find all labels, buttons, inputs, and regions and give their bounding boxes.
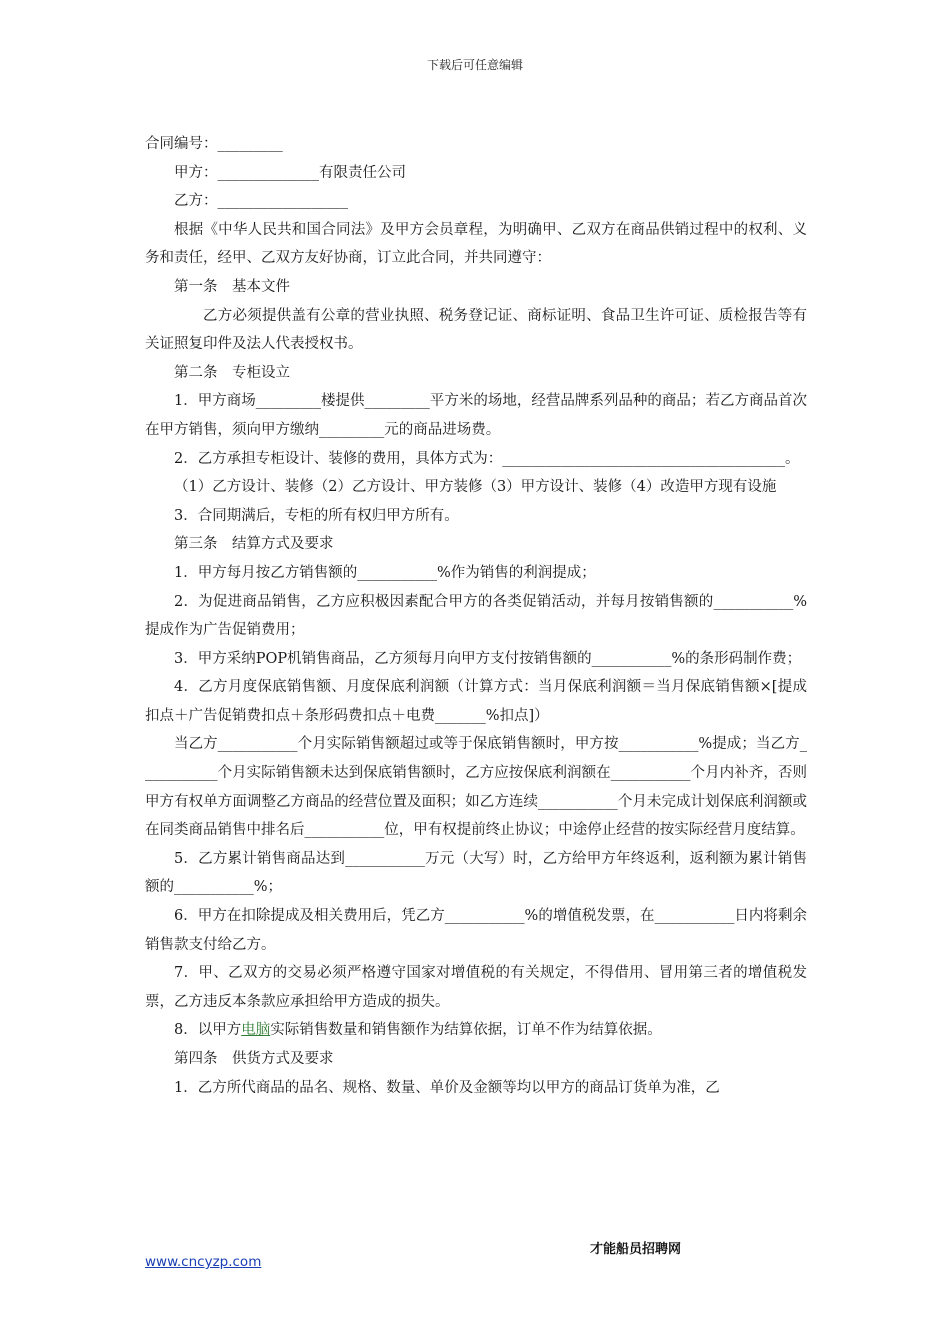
article-3-item-3: 3．甲方采纳POP机销售商品，乙方须每月向甲方支付按销售额的___________%的条形码制作费； [174, 650, 802, 667]
footer-url-link[interactable]: www.cncyzp.com [145, 1254, 262, 1270]
footer-brand: 才能船员招聘网 [590, 1242, 682, 1257]
article-1-body: 乙方必须提供盖有公章的营业执照、税务登记证、商标证明、食品卫生许可证、质检报告等有关证照复印件及法人代表授权书。 [145, 307, 807, 353]
article-2-item-1: 1．甲方商场_________楼提供_________平方米的场地，经营品牌系列品种的商品；若乙方商品首次在甲方销售，须向甲方缴纳_________元的商品进场费。 [145, 393, 807, 438]
computer-link[interactable]: 电脑 [241, 1022, 271, 1039]
contract-body [145, 130, 807, 1102]
article-3-item-8-post: 实际销售数量和销售额作为结算依据，订单不作为结算依据。 [270, 1022, 662, 1039]
article-3-item-4-detail: 当乙方___________个月实际销售额超过或等于保底销售额时，甲方按___________%提成；当乙方___________个月实际销售额未达到保底销售额时，乙方应按保底利润额在___________个月内补齐，否则甲方有权单方面调整乙方商品的经营位置及面积；如乙方连续___________个月未完成计划保底利润额或在同类商品销售中排名后___________位，甲有权提前终止协议；中途停止经营的按实际经营月度结算。 [145, 736, 807, 839]
intro-paragraph: 根据《中华人民共和国合同法》及甲方会员章程，为明确甲、乙双方在商品供销过程中的权利、义务和责任，经甲、乙双方友好协商，订立此合同，并共同遵守： [145, 221, 807, 267]
article-4-title: 第四条 供货方式及要求 [174, 1051, 334, 1067]
article-3-item-1: 1．甲方每月按乙方销售额的___________%作为销售的利润提成； [174, 564, 596, 581]
article-2-options: （1）乙方设计、装修（2）乙方设计、甲方装修（3）甲方设计、装修（4）改造甲方现有设施 [174, 479, 777, 496]
contract-number: 合同编号：_________ [145, 136, 283, 152]
article-2-title: 第二条 专柜设立 [174, 364, 290, 381]
article-3-item-5: 5．乙方累计销售商品达到___________万元（大写）时，乙方给甲方年终返利，返利额为累计销售额的___________%； [145, 850, 807, 896]
article-3-item-7: 7．甲、乙双方的交易必须严格遵守国家对增值税的有关规定，不得借用、冒用第三者的增值税发票，乙方违反本条款应承担给甲方造成的损失。 [145, 965, 807, 1010]
article-3-item-8-pre: 8．以甲方 [174, 1022, 242, 1039]
article-2-item-3: 3．合同期满后，专柜的所有权归甲方所有。 [174, 507, 459, 524]
page-header: 下载后可任意编辑 [426, 58, 523, 72]
article-2-item-2: 2．乙方承担专柜设计、装修的费用，具体方式为：_______________________________________。 [174, 450, 800, 467]
article-3-item-8 [145, 1016, 807, 1045]
article-3-item-2: 2．为促进商品销售，乙方应积极因素配合甲方的各类促销活动，并每月按销售额的___________%提成作为广告促销费用； [145, 593, 807, 639]
article-3-item-6: 6．甲方在扣除提成及相关费用后，凭乙方___________%的增值税发票，在___________日内将剩余销售款支付给乙方。 [145, 908, 807, 953]
article-4-item-1: 1．乙方所代商品的品名、规格、数量、单价及金额等均以甲方的商品订货单为准，乙 [174, 1079, 720, 1096]
party-b: 乙方：__________________ [174, 193, 348, 210]
party-a: 甲方：______________有限责任公司 [174, 164, 406, 181]
article-3-title: 第三条 结算方式及要求 [174, 536, 334, 553]
article-1-title: 第一条 基本文件 [174, 278, 290, 295]
article-3-item-4: 4．乙方月度保底销售额、月度保底利润额（计算方式：当月保底利润额＝当月保底销售额×[提成扣点＋广告促销费扣点＋条形码费扣点＋电费_______%扣点]） [145, 679, 807, 724]
